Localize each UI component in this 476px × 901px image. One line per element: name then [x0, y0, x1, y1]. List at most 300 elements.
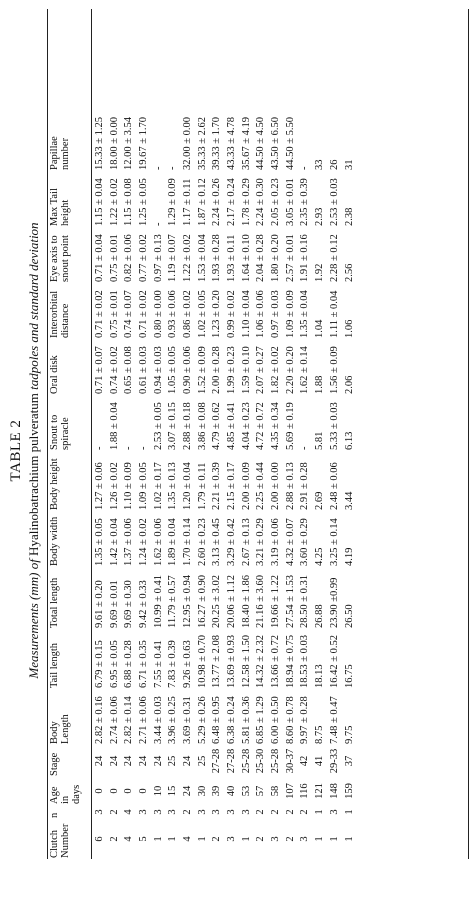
table-cell: 1	[314, 809, 326, 815]
table-cell: 4.32 ± 0.07	[284, 518, 296, 566]
table-cell: 26.50	[343, 604, 355, 628]
table-cell: 1.04	[314, 319, 326, 338]
table-cell: 25	[167, 755, 179, 767]
table-cell: 3.13 ± 0.45	[211, 518, 223, 566]
table-cell: 2.53 ± 0.05	[152, 402, 164, 450]
table-cell: 2.00 ± 0.09	[240, 462, 252, 510]
table-cell: -	[123, 446, 135, 450]
table-cell: 3.29 ± 0.42	[226, 518, 238, 566]
table-cell: 2.35 ± 0.39	[299, 178, 311, 226]
table-cell: 21.16 ± 3.60	[255, 574, 267, 628]
table-cell: 0.82 ± 0.06	[123, 234, 135, 282]
table-cell: 2.15 ± 0.17	[226, 462, 238, 510]
measurements-table	[48, 109, 356, 859]
table-cell: 2.00 ± 0.28	[211, 346, 223, 394]
table-cell: 1	[240, 836, 252, 842]
table-cell: 11.79 ± 0.57	[167, 575, 179, 628]
table-cell: 1.42 ± 0.04	[108, 518, 120, 566]
table-cell: 4	[181, 836, 193, 842]
table-cell: 1.06 ± 0.06	[255, 290, 267, 338]
table-cell: 1.25 ± 0.05	[137, 178, 149, 226]
table-cell: 2.82 ± 0.14	[123, 696, 135, 744]
table-cell: 2.25 ± 0.44	[255, 462, 267, 510]
table-cell: 3	[328, 809, 340, 815]
table-cell: 1.10 ± 0.09	[123, 462, 135, 510]
table-cell: 1.05 ± 0.05	[167, 346, 179, 394]
table-cell: 5	[137, 836, 149, 842]
table-cell: 1.09 ± 0.05	[137, 462, 149, 510]
table-cell: 2	[270, 809, 282, 815]
table-cell: 3.25 ± 0.14	[328, 518, 340, 566]
table-cell: 25-28	[270, 748, 282, 774]
table-cell: 1.09 ± 0.09	[284, 290, 296, 338]
table-cell: 0.97 ± 0.03	[270, 290, 282, 338]
table-cell: 16.27 ± 0.90	[196, 574, 208, 628]
column-header: Tail length	[49, 642, 60, 688]
table-cell: 107	[284, 783, 296, 799]
table-cell: -	[152, 222, 164, 226]
table-cell: 5.29 ± 0.26	[196, 696, 208, 744]
table-cell: 4	[123, 836, 135, 842]
table-cell: 2	[284, 836, 296, 842]
table-cell: 1.15 ± 0.04	[93, 178, 105, 226]
table-cell: 2.24 ± 0.26	[211, 178, 223, 226]
table-cell: 3.44 ± 0.03	[152, 696, 164, 744]
table-cell: 2.93	[314, 207, 326, 226]
header-row	[48, 109, 92, 859]
table-cell: 24	[181, 785, 193, 797]
table-cell: 1.64 ± 0.10	[240, 234, 252, 282]
table-cell: 3	[93, 809, 105, 815]
table-row	[210, 109, 225, 859]
table-cell: 29-33	[328, 748, 340, 774]
table-cell: 10	[152, 785, 164, 797]
table-cell: 6.79 ± 0.15	[93, 640, 105, 688]
table-cell: 4.35 ± 0.34	[270, 402, 282, 450]
table-cell: 27-28	[211, 748, 223, 774]
table-cell: 9.75	[343, 725, 355, 744]
table-cell: 0.93 ± 0.06	[167, 290, 179, 338]
table-cell: 13.69 ± 0.93	[226, 634, 238, 688]
table-cell: 121	[314, 783, 326, 799]
table-cell: 18.40 ± 1.86	[240, 574, 252, 628]
table-cell: 0.90 ± 0.06	[181, 346, 193, 394]
table-cell: 1.89 ± 0.04	[167, 518, 179, 566]
table-cell: -	[299, 446, 311, 450]
table-row	[151, 109, 166, 859]
table-cell: 1.93 ± 0.28	[211, 234, 223, 282]
table-cell: 2	[299, 809, 311, 815]
table-cell: 1.93 ± 0.11	[226, 234, 238, 282]
table-cell: 4.85 ± 0.41	[226, 402, 238, 450]
table-cell: 1.22 ± 0.02	[108, 178, 120, 226]
table-cell: 1.88	[314, 375, 326, 394]
table-cell: -	[93, 446, 105, 450]
table-label: TABLE 2	[8, 419, 24, 482]
table-cell: 9.97 ± 0.28	[299, 696, 311, 744]
table-cell: 3.07 ± 0.15	[167, 402, 179, 450]
table-cell: -	[137, 446, 149, 450]
table-cell: 1	[343, 809, 355, 815]
table-cell: 1.15 ± 0.08	[123, 178, 135, 226]
table-cell: 28.50 ± 0.31	[299, 574, 311, 628]
table-cell: 44.50 ± 5.50	[284, 116, 296, 170]
column-header: Max Tail height	[49, 188, 72, 226]
table-row	[268, 109, 283, 859]
table-row	[298, 109, 313, 859]
table-cell: 25-28	[240, 748, 252, 774]
table-cell: 30-37	[284, 748, 296, 774]
table-cell: 16.42 ± 0.52	[328, 634, 340, 688]
table-cell: 2.88 ± 0.13	[284, 462, 296, 510]
caption-species-name: Hyalinobatrachium pulveratum	[26, 393, 41, 556]
table-cell: 5.81 ± 0.36	[240, 696, 252, 744]
table-cell: 3.60 ± 0.29	[299, 518, 311, 566]
table-cell: 30	[196, 785, 208, 797]
table-cell: 6.95 ± 0.05	[108, 640, 120, 688]
table-row	[195, 109, 210, 859]
caption-italic-suffix: tadpoles and standard deviation	[26, 222, 41, 390]
table-cell: 6.88 ± 0.28	[123, 640, 135, 688]
table-cell: 2.38	[343, 207, 355, 226]
table-cell: 6.13	[343, 431, 355, 450]
table-cell: 24	[123, 755, 135, 767]
table-cell: 0.77 ± 0.02	[137, 234, 149, 282]
table-cell: 18.13	[314, 664, 326, 688]
column-header: Body height	[49, 458, 60, 510]
table-cell: 4.25	[314, 547, 326, 566]
table-cell: 3	[226, 836, 238, 842]
table-cell: 1.02 ± 0.17	[152, 462, 164, 510]
table-cell: 18.53 ± 0.03	[299, 634, 311, 688]
table-body	[92, 109, 356, 859]
table-cell: 6.38 ± 0.24	[226, 696, 238, 744]
table-cell: 1.82 ± 0.02	[270, 346, 282, 394]
table-cell: 24	[137, 755, 149, 767]
table-cell: 27-28	[226, 748, 238, 774]
table-cell: 20.06 ± 1.12	[226, 574, 238, 628]
table-cell: 0	[93, 788, 105, 794]
table-cell: 6.71 ± 0.35	[137, 640, 149, 688]
table-cell: 58	[270, 785, 282, 797]
table-cell: 3	[270, 836, 282, 842]
table-cell: 1.56 ± 0.09	[328, 346, 340, 394]
table-cell: 24	[108, 755, 120, 767]
table-cell: 4	[123, 809, 135, 815]
table-cell: 3	[152, 809, 164, 815]
table-cell: 3.96 ± 0.25	[167, 696, 179, 744]
column-header: Eye axis to snout point	[49, 235, 72, 282]
table-cell: 3	[240, 809, 252, 815]
table-cell: 9.61 ± 0.20	[93, 580, 105, 628]
table-cell: 6.85 ± 1.29	[255, 696, 267, 744]
table-cell: 1.87 ± 0.12	[196, 178, 208, 226]
table-cell: 15.33 ± 1.25	[93, 116, 105, 170]
table-cell: 0.74 ± 0.02	[108, 346, 120, 394]
table-row	[121, 109, 136, 859]
table-cell: 2.53 ± 0.03	[328, 178, 340, 226]
table-cell: 3.05 ± 0.01	[284, 178, 296, 226]
table-cell: 1.52 ± 0.09	[196, 346, 208, 394]
table-cell: 19.67 ± 1.70	[137, 116, 149, 170]
table-cell: 159	[343, 783, 355, 799]
bottom-rule	[468, 9, 469, 859]
table-cell: 6.48 ± 0.95	[211, 696, 223, 744]
table-cell: 2.60 ± 0.23	[196, 518, 208, 566]
table-cell: 2	[211, 836, 223, 842]
table-row	[180, 109, 195, 859]
table-cell: 116	[299, 783, 311, 799]
table-row	[254, 109, 269, 859]
table-cell: 1.59 ± 0.10	[240, 346, 252, 394]
table-cell: 1.20 ± 0.04	[181, 462, 193, 510]
table-cell: 23.90 ±0.99	[328, 577, 340, 628]
table-cell: 2.82 ± 0.16	[93, 696, 105, 744]
table-cell: 2.74 ± 0.06	[108, 696, 120, 744]
table-cell: 2.88 ± 0.18	[181, 402, 193, 450]
table-cell: 3.69 ± 0.31	[181, 696, 193, 744]
table-cell: 3.44	[343, 491, 355, 510]
table-cell: 12.00 ± 3.54	[123, 116, 135, 170]
table-cell: 2.28 ± 0.12	[328, 234, 340, 282]
table-cell: 1.80 ± 0.20	[270, 234, 282, 282]
column-header: Body width	[49, 516, 60, 566]
table-cell: 1.06	[343, 319, 355, 338]
table-cell: 0.61 ± 0.03	[137, 346, 149, 394]
table-cell: 2.24 ± 0.30	[255, 178, 267, 226]
table-row	[327, 109, 342, 859]
table-cell: 0.99 ± 0.02	[226, 290, 238, 338]
table-cell: 2.07 ± 0.27	[255, 346, 267, 394]
table-cell: 2.21 ± 0.39	[211, 462, 223, 510]
table-cell: 13.66 ± 0.72	[270, 634, 282, 688]
table-cell: -	[167, 166, 179, 170]
table-cell: 1.53 ± 0.04	[196, 234, 208, 282]
column-header: Clutch Number	[49, 823, 72, 858]
table-cell: 1.35 ± 0.05	[93, 518, 105, 566]
table-cell: 0.80 ± 0.00	[152, 290, 164, 338]
table-cell: 35.67 ± 4.19	[240, 116, 252, 170]
table-cell: 0.71 ± 0.07	[93, 346, 105, 394]
column-header: Total length	[49, 577, 60, 628]
table-row	[342, 109, 357, 859]
table-cell: 18.00 ± 0.00	[108, 116, 120, 170]
table-cell: 1.92	[314, 263, 326, 282]
table-cell: 1.35 ± 0.04	[299, 290, 311, 338]
table-cell: 1.88 ± 0.04	[108, 402, 120, 450]
table-cell: 2.04 ± 0.28	[255, 234, 267, 282]
table-cell: 1.19 ± 0.07	[167, 234, 179, 282]
table-cell: 33	[314, 159, 326, 170]
table-cell: 8.75	[314, 725, 326, 744]
table-cell: 1.22 ± 0.02	[181, 234, 193, 282]
table-cell: 2.00 ± 0.00	[270, 462, 282, 510]
table-cell: -	[299, 166, 311, 170]
table-cell: 3	[299, 836, 311, 842]
table-cell: 4.72 ± 0.72	[255, 402, 267, 450]
table-cell: 0.94 ± 0.03	[152, 346, 164, 394]
table-cell: 0.75 ± 0.01	[108, 234, 120, 282]
table-cell: 1.62 ± 0.06	[152, 518, 164, 566]
table-cell: 1.91 ± 0.16	[299, 234, 311, 282]
table-cell: 0.86 ± 0.02	[181, 290, 193, 338]
table-cell: 1.62 ± 0.14	[299, 346, 311, 394]
table-cell: 2.91 ± 0.28	[299, 462, 311, 510]
table-cell: 3.19 ± 0.06	[270, 518, 282, 566]
table-cell: 18.94 ± 0.75	[284, 634, 296, 688]
table-cell: 3.86 ± 0.08	[196, 402, 208, 450]
table-cell: 5.81	[314, 431, 326, 450]
table-cell: 1	[152, 836, 164, 842]
table-cell: 8.60 ± 0.78	[284, 696, 296, 744]
table-cell: 9.42 ± 0.33	[137, 580, 149, 628]
table-cell: 0.71 ± 0.04	[93, 234, 105, 282]
table-cell: 148	[328, 783, 340, 799]
table-cell: 0.71 ± 0.02	[137, 290, 149, 338]
table-cell: 2.67 ± 0.13	[240, 518, 252, 566]
table-cell: 2.71 ± 0.06	[137, 696, 149, 744]
table-header	[48, 109, 92, 859]
table-cell: 2	[284, 809, 296, 815]
table-row	[224, 109, 239, 859]
table-cell: 2	[255, 836, 267, 842]
table-cell: 1	[343, 836, 355, 842]
table-cell: 0.71 ± 0.02	[93, 290, 105, 338]
table-cell: 37	[343, 755, 355, 767]
table-cell: 2.17 ± 0.24	[226, 178, 238, 226]
table-cell: 1.29 ± 0.09	[167, 178, 179, 226]
table-row	[239, 109, 254, 859]
table-cell: 1.99 ± 0.23	[226, 346, 238, 394]
table-cell: 1.79 ± 0.11	[196, 462, 208, 510]
table-cell: 15	[167, 785, 179, 797]
table-row	[92, 109, 107, 859]
column-header: Oral disk	[49, 355, 60, 394]
table-cell: 53	[240, 785, 252, 797]
table-cell: 12.95 ± 0.94	[181, 574, 193, 628]
table-cell: 0	[137, 788, 149, 794]
table-cell: 2.06	[343, 375, 355, 394]
table-cell: 1	[167, 836, 179, 842]
table-cell: 1	[196, 836, 208, 842]
table-cell: 3	[211, 809, 223, 815]
table-cell: 1.10 ± 0.04	[240, 290, 252, 338]
table-cell: 1.27 ± 0.06	[93, 462, 105, 510]
table-cell: 14.32 ± 2.32	[255, 634, 267, 688]
table-cell: 25-30	[255, 748, 267, 774]
table-cell: 0	[123, 788, 135, 794]
table-cell: 13.77 ± 2.08	[211, 634, 223, 688]
table-cell: 1.02 ± 0.05	[196, 290, 208, 338]
table-cell: 10.98 ± 0.70	[196, 634, 208, 688]
table-cell: 1.11 ± 0.04	[328, 290, 340, 338]
table-cell: 24	[152, 755, 164, 767]
table-cell: 0.97 ± 0.13	[152, 234, 164, 282]
table-cell: 6.00 ± 0.50	[270, 696, 282, 744]
table-row	[283, 109, 298, 859]
table-cell: 9.26 ± 0.63	[181, 640, 193, 688]
table-cell: 2.05 ± 0.23	[270, 178, 282, 226]
table-cell: -	[152, 166, 164, 170]
table-cell: 31	[343, 159, 355, 170]
table-cell: 3	[137, 809, 149, 815]
table-cell: 57	[255, 785, 267, 797]
table-cell: 2	[255, 809, 267, 815]
table-cell: 20.25 ± 3.02	[211, 574, 223, 628]
table-cell: 16.75	[343, 664, 355, 688]
table-cell: 0.74 ± 0.07	[123, 290, 135, 338]
table-cell: 1.17 ± 0.11	[181, 178, 193, 226]
table-cell: 9.69 ± 0.01	[108, 580, 120, 628]
table-caption	[26, 0, 42, 901]
table-cell: 39.33 ± 1.70	[211, 116, 223, 170]
column-header: Age in days	[49, 784, 83, 804]
table-cell: 2.48 ± 0.06	[328, 462, 340, 510]
table-cell: 32.00 ± 0.00	[181, 116, 193, 170]
table-cell: 44.50 ± 4.50	[255, 116, 267, 170]
column-header: Snout to spiracle	[49, 414, 72, 450]
table-cell: 26	[328, 159, 340, 170]
table-cell: 9.69 ± 0.30	[123, 580, 135, 628]
table-cell: 4.19	[343, 547, 355, 566]
table-cell: 24	[181, 755, 193, 767]
table-cell: 5.69 ± 0.19	[284, 402, 296, 450]
table-cell: 2	[108, 836, 120, 842]
table-cell: 3	[226, 809, 238, 815]
table-cell: 2	[108, 809, 120, 815]
table-cell: 25	[196, 755, 208, 767]
table-cell: 24	[93, 755, 105, 767]
table-cell: 1.26 ± 0.02	[108, 462, 120, 510]
table-cell: 7.48 ± 0.47	[328, 696, 340, 744]
table-cell: 6	[93, 836, 105, 842]
table-row	[165, 109, 180, 859]
column-header: Stage	[49, 752, 60, 776]
table-cell: 27.54 ± 1.53	[284, 574, 296, 628]
table-cell: 2	[181, 809, 193, 815]
table-cell: 7.55 ± 0.41	[152, 640, 164, 688]
table-cell: 1.24 ± 0.02	[137, 518, 149, 566]
table-cell: 39	[211, 785, 223, 797]
table-cell: 1.70 ± 0.14	[181, 518, 193, 566]
table-cell: 1.35 ± 0.13	[167, 462, 179, 510]
table-cell: 4.79 ± 0.62	[211, 402, 223, 450]
column-header: Body Length	[49, 714, 72, 744]
table-cell: 41	[314, 755, 326, 767]
table-cell: 5.33 ± 0.03	[328, 402, 340, 450]
table-cell: 1.37 ± 0.06	[123, 518, 135, 566]
column-header: Interorbital distance	[49, 290, 72, 338]
caption-italic-prefix: Measurements (mm) of	[26, 559, 41, 679]
table-cell: 1.78 ± 0.29	[240, 178, 252, 226]
column-header: Papillae number	[49, 136, 72, 170]
table-cell: 26.88	[314, 604, 326, 628]
table-row	[107, 109, 122, 859]
table-cell: 40	[226, 785, 238, 797]
table-cell: 2.20 ± 0.20	[284, 346, 296, 394]
table-cell: 3.21 ± 0.29	[255, 518, 267, 566]
table-cell: 0.65 ± 0.08	[123, 346, 135, 394]
table-cell: 43.33 ± 4.78	[226, 116, 238, 170]
table-cell: 0.75 ± 0.01	[108, 290, 120, 338]
table-cell: 10.99 ± 0.41	[152, 574, 164, 628]
table-cell: 3	[167, 809, 179, 815]
table-row	[312, 109, 327, 859]
table-cell: 7.83 ± 0.39	[167, 640, 179, 688]
table-cell: 35.33 ± 2.62	[196, 116, 208, 170]
table-cell: 1.23 ± 0.20	[211, 290, 223, 338]
column-header: n	[49, 812, 60, 818]
